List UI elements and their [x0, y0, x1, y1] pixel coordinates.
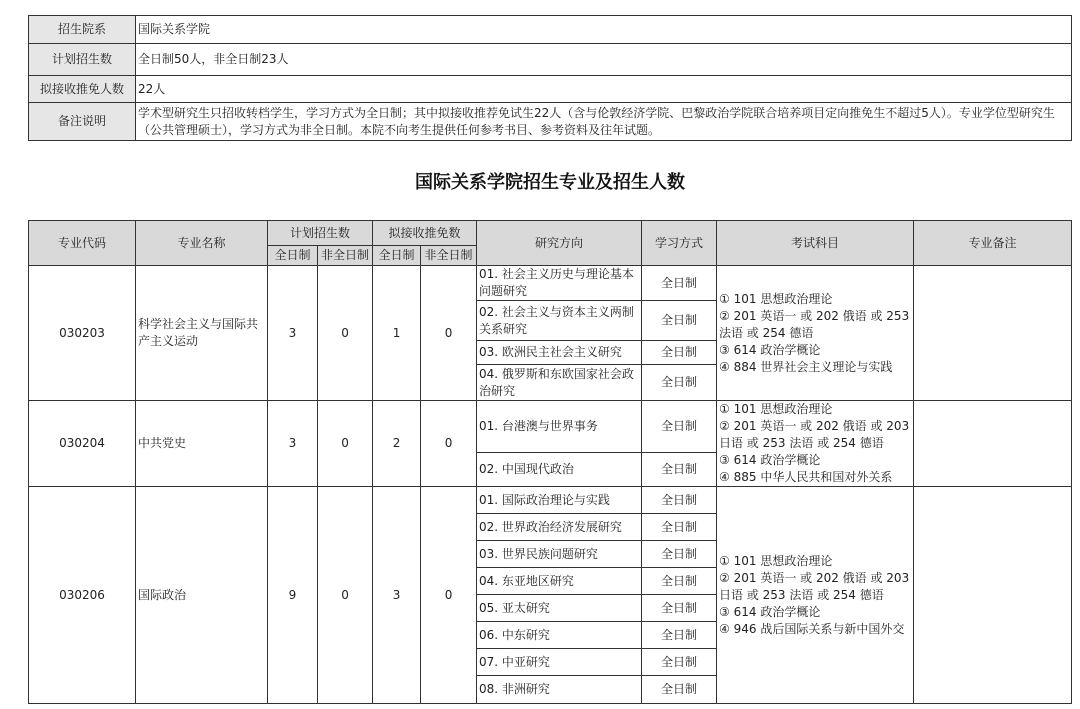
exam-subject: ④ 946 战后国际关系与新中国外交 — [719, 621, 905, 636]
info-value: 全日制50人，非全日制23人 — [136, 44, 1072, 76]
major-note — [914, 266, 1072, 401]
study-mode: 全日制 — [642, 595, 717, 622]
research-direction: 04. 俄罗斯和东欧国家社会政治研究 — [477, 365, 642, 401]
research-direction: 05. 亚太研究 — [477, 595, 642, 622]
major-code: 030204 — [29, 401, 136, 487]
info-value: 学术型研究生只招收转档学生，学习方式为全日制；其中拟接收推荐免试生22人（含与伦敦经济学院、巴黎政治学院联合培养项目定向推免生不超过5人）。专业学位型研究生（公共管理硕士），学习方式为非全日制。本院不向考生提供任何参考书目、参考资料及往年试题。 — [136, 103, 1072, 141]
info-row — [29, 103, 1072, 141]
table-row — [29, 401, 1072, 453]
study-mode: 全日制 — [642, 676, 717, 704]
study-mode: 全日制 — [642, 453, 717, 487]
exam-subject: ① 101 思想政治理论 — [719, 291, 833, 306]
study-mode: 全日制 — [642, 301, 717, 341]
col-code: 专业代码 — [29, 221, 136, 266]
col-rec-part: 非全日制 — [421, 246, 477, 266]
admission-info-table — [28, 15, 1072, 141]
page-title: 国际关系学院招生专业及招生人数 — [415, 172, 685, 193]
col-plan-full: 全日制 — [268, 246, 318, 266]
col-mode: 学习方式 — [642, 221, 717, 266]
major-name: 科学社会主义与国际共产主义运动 — [136, 266, 268, 401]
major-name: 国际政治 — [136, 487, 268, 704]
research-direction: 08. 非洲研究 — [477, 676, 642, 704]
col-note: 专业备注 — [914, 221, 1072, 266]
research-direction: 04. 东亚地区研究 — [477, 568, 642, 595]
plan-full: 3 — [268, 401, 318, 487]
study-mode: 全日制 — [642, 649, 717, 676]
plan-part: 0 — [318, 401, 373, 487]
study-mode: 全日制 — [642, 365, 717, 401]
exam-subject: ② 201 英语一 或 202 俄语 或 203 日语 或 253 法语 或 254 德语 — [719, 570, 910, 602]
col-plan-part: 非全日制 — [318, 246, 373, 266]
majors-table — [28, 220, 1072, 704]
research-direction: 03. 世界民族问题研究 — [477, 541, 642, 568]
rec-full: 1 — [373, 266, 421, 401]
research-direction: 07. 中亚研究 — [477, 649, 642, 676]
col-rec: 拟接收推免数 — [373, 221, 477, 246]
research-direction: 02. 社会主义与资本主义两制关系研究 — [477, 301, 642, 341]
exam-subject: ② 201 英语一 或 202 俄语 或 203 日语 或 253 法语 或 254 德语 — [719, 419, 910, 450]
rec-part: 0 — [421, 266, 477, 401]
research-direction: 02. 中国现代政治 — [477, 453, 642, 487]
rec-full: 3 — [373, 487, 421, 704]
study-mode: 全日制 — [642, 487, 717, 514]
info-value: 22人 — [136, 76, 1072, 103]
major-code: 030206 — [29, 487, 136, 704]
plan-part: 0 — [318, 266, 373, 401]
study-mode: 全日制 — [642, 514, 717, 541]
info-row — [29, 76, 1072, 103]
rec-full: 2 — [373, 401, 421, 487]
research-direction: 06. 中东研究 — [477, 622, 642, 649]
exam-subject: ③ 614 政治学概论 — [719, 604, 821, 619]
exam-subject: ④ 885 中华人民共和国对外关系 — [719, 470, 893, 484]
major-code: 030203 — [29, 266, 136, 401]
table-row — [29, 266, 1072, 301]
exam-subject: ① 101 思想政治理论 — [719, 402, 833, 416]
info-row — [29, 44, 1072, 76]
info-label: 计划招生数 — [29, 44, 136, 76]
study-mode: 全日制 — [642, 568, 717, 595]
major-note — [914, 487, 1072, 704]
col-plan: 计划招生数 — [268, 221, 373, 246]
exam-subject: ② 201 英语一 或 202 俄语 或 253 法语 或 254 德语 — [719, 308, 910, 340]
info-label: 招生院系 — [29, 16, 136, 44]
rec-part: 0 — [421, 401, 477, 487]
table-row — [29, 487, 1072, 514]
col-name: 专业名称 — [136, 221, 268, 266]
plan-full: 3 — [268, 266, 318, 401]
info-label: 拟接收推免人数 — [29, 76, 136, 103]
research-direction: 03. 欧洲民主社会主义研究 — [477, 341, 642, 365]
col-direction: 研究方向 — [477, 221, 642, 266]
info-value: 国际关系学院 — [136, 16, 1072, 44]
col-rec-full: 全日制 — [373, 246, 421, 266]
research-direction: 01. 社会主义历史与理论基本问题研究 — [477, 266, 642, 301]
exam-subject: ④ 884 世界社会主义理论与实践 — [719, 359, 893, 374]
header-row — [29, 221, 1072, 246]
exam-subjects — [717, 401, 914, 487]
exam-subject: ① 101 思想政治理论 — [719, 553, 833, 568]
research-direction: 02. 世界政治经济发展研究 — [477, 514, 642, 541]
major-note — [914, 401, 1072, 487]
col-exam: 考试科目 — [717, 221, 914, 266]
major-name: 中共党史 — [136, 401, 268, 487]
study-mode: 全日制 — [642, 401, 717, 453]
study-mode: 全日制 — [642, 541, 717, 568]
info-label: 备注说明 — [29, 103, 136, 141]
exam-subject: ③ 614 政治学概论 — [719, 453, 821, 467]
exam-subjects — [717, 487, 914, 704]
info-row — [29, 16, 1072, 44]
plan-full: 9 — [268, 487, 318, 704]
study-mode: 全日制 — [642, 266, 717, 301]
exam-subject: ③ 614 政治学概论 — [719, 342, 821, 357]
rec-part: 0 — [421, 487, 477, 704]
exam-subjects — [717, 266, 914, 401]
research-direction: 01. 台港澳与世界事务 — [477, 401, 642, 453]
study-mode: 全日制 — [642, 341, 717, 365]
research-direction: 01. 国际政治理论与实践 — [477, 487, 642, 514]
plan-part: 0 — [318, 487, 373, 704]
study-mode: 全日制 — [642, 622, 717, 649]
